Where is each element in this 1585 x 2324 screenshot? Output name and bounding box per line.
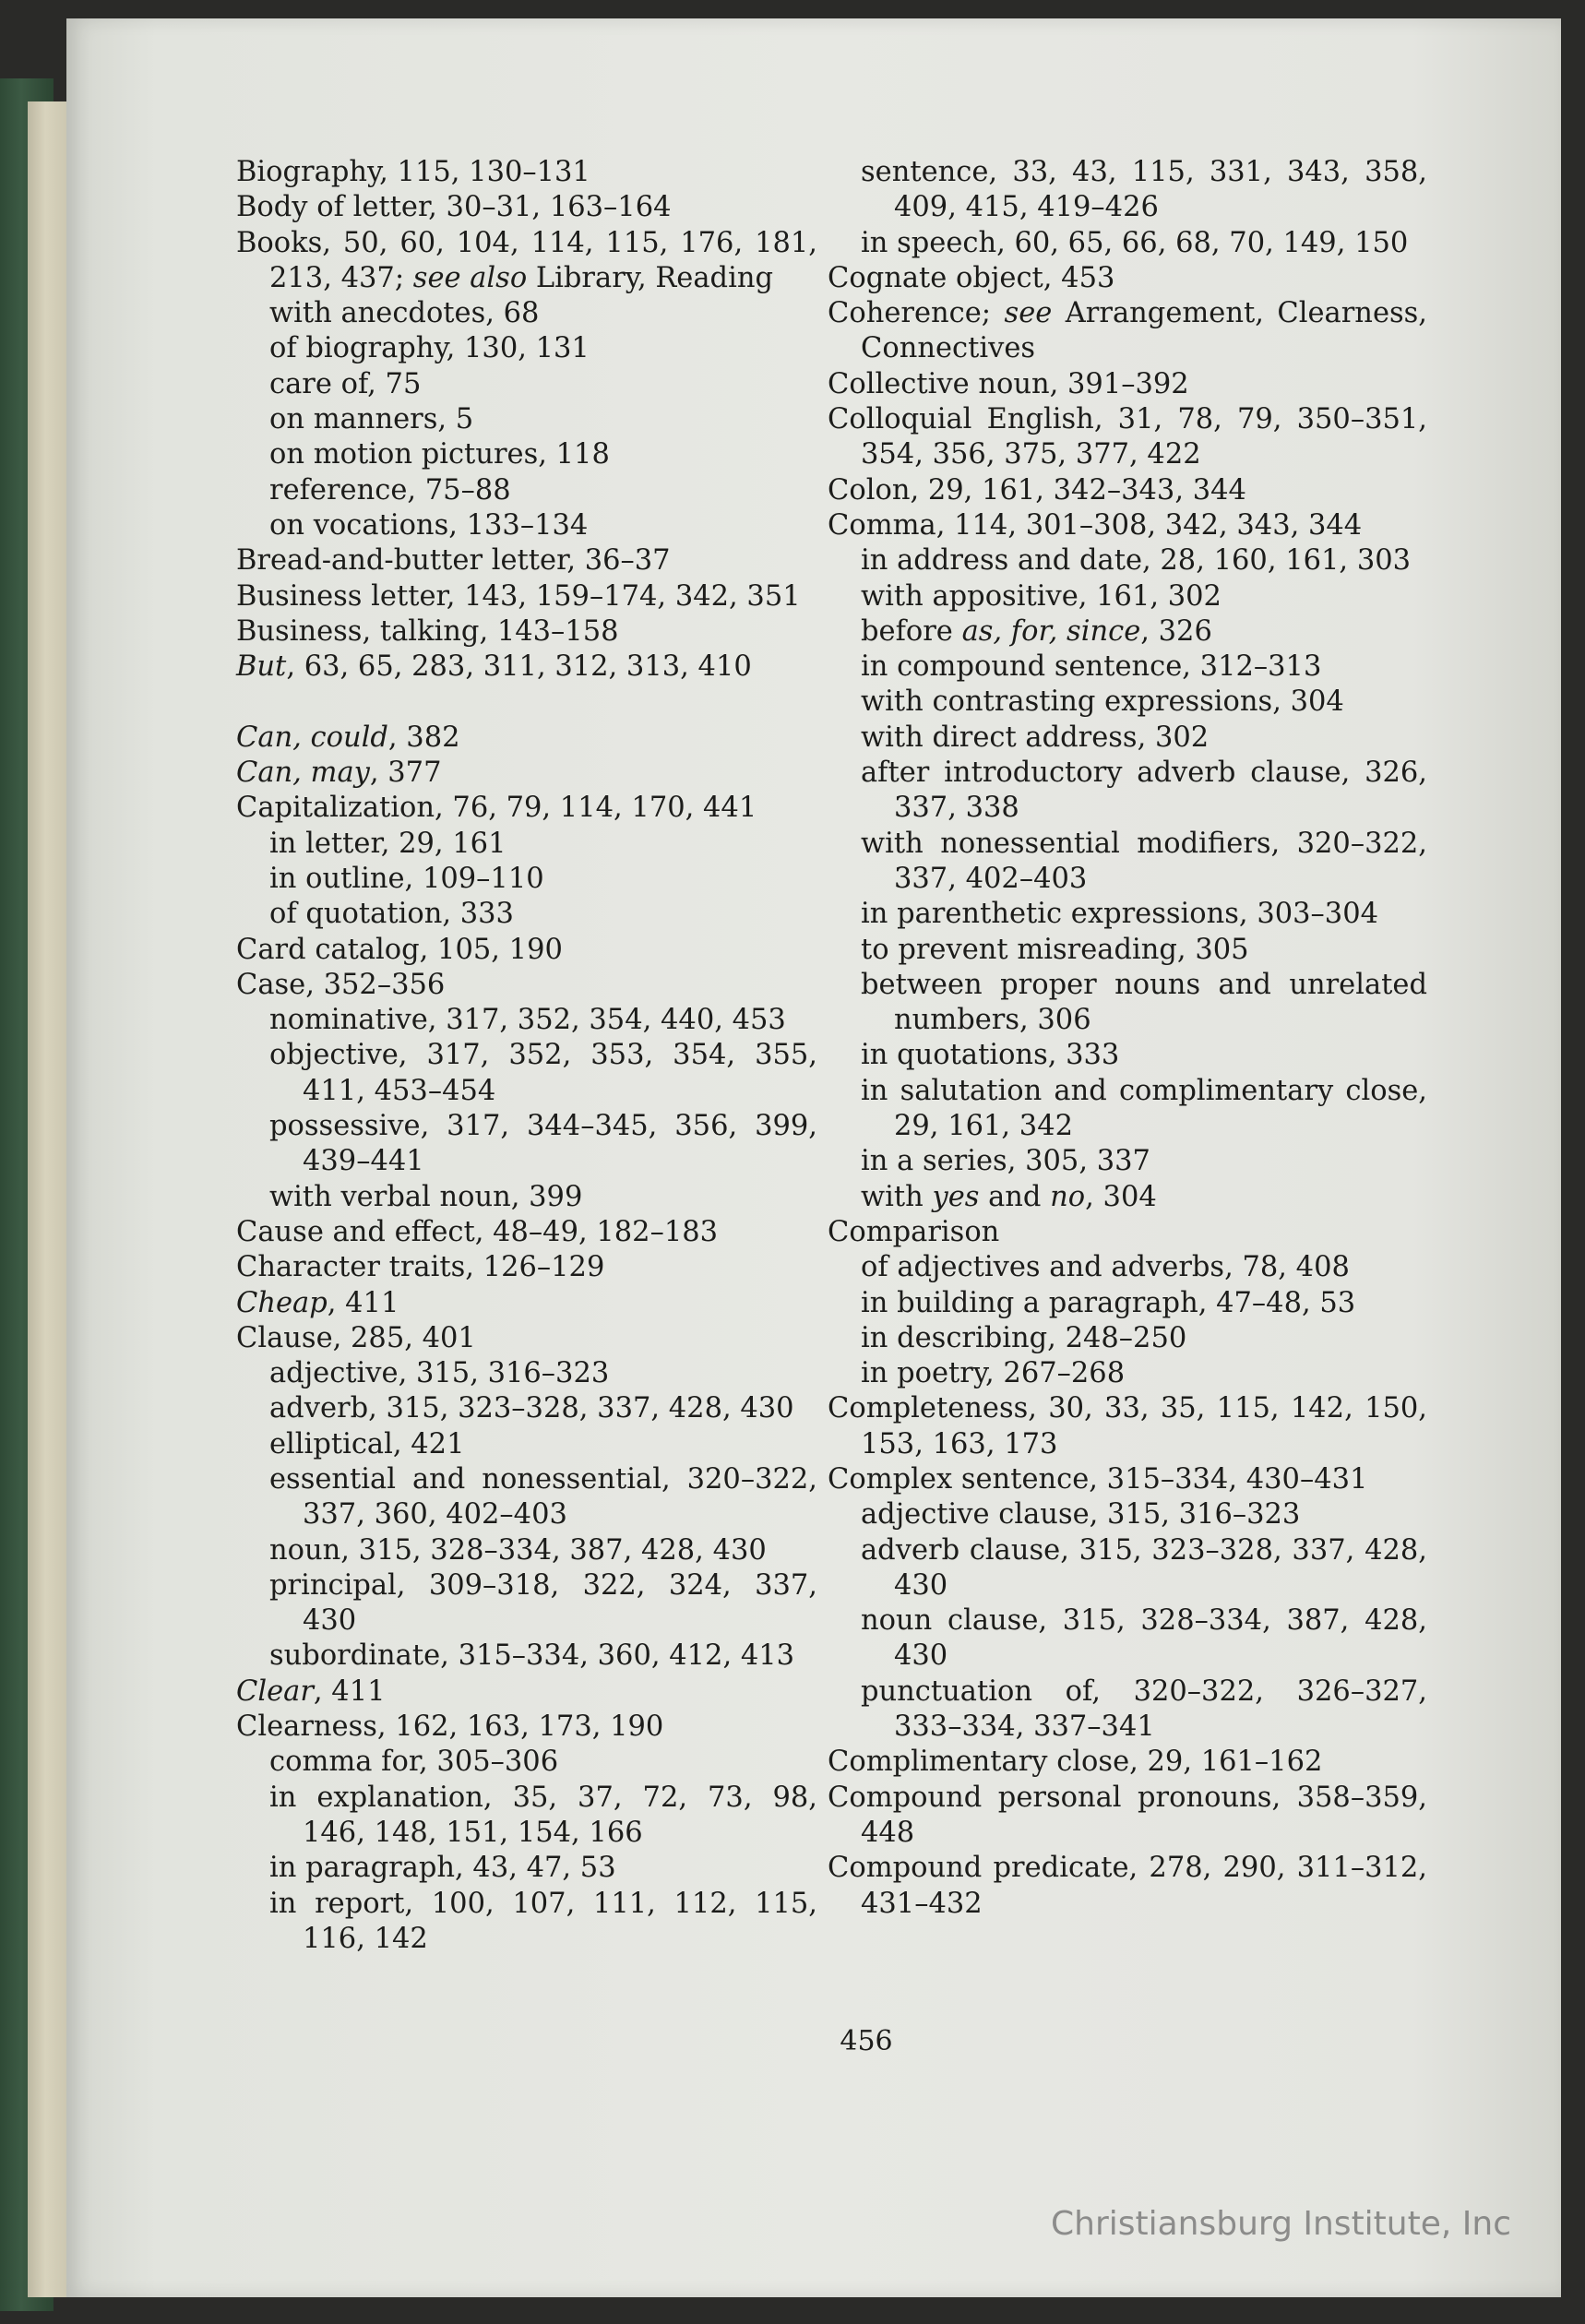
entry-text: Completeness, 30, 33, 35, 115, 142, 150, 153, 163, 173 xyxy=(828,1392,1427,1460)
index-subentry xyxy=(236,827,817,862)
index-subentry xyxy=(236,1639,817,1674)
entry-text: of adjectives and adverbs, 78, 408 xyxy=(861,1251,1350,1284)
entry-text: with appositive, 161, 302 xyxy=(861,579,1222,613)
entry-text: possessive, 317, 344–345, 356, 399, 439–441 xyxy=(269,1110,817,1178)
index-subentry xyxy=(236,331,817,366)
index-subentry xyxy=(828,1250,1427,1285)
entry-text: in address and date, 28, 160, 161, 303 xyxy=(861,544,1412,578)
index-entry xyxy=(236,1321,817,1356)
entry-text: Compound personal pronouns, 358–359, 448 xyxy=(828,1781,1427,1849)
index-subentry xyxy=(828,968,1427,1039)
entry-text: Cognate object, 453 xyxy=(828,261,1115,294)
index-entry xyxy=(236,190,817,225)
entry-text: before xyxy=(861,614,962,648)
entry-text: Character traits, 126–129 xyxy=(236,1251,605,1284)
entry-text: with nonessential modifiers, 320–322, 337, 402–403 xyxy=(861,827,1427,895)
entry-text: and xyxy=(979,1180,1051,1213)
entry-text: Clear xyxy=(236,1674,314,1708)
entry-text: in report, 100, 107, 111, 112, 115, 116, 142 xyxy=(269,1887,817,1955)
index-subentry xyxy=(828,1533,1427,1604)
entry-text: with direct address, 302 xyxy=(861,721,1210,754)
entry-text: to prevent misreading, 305 xyxy=(861,933,1249,966)
entry-text: in compound sentence, 312–313 xyxy=(861,650,1322,684)
index-entry xyxy=(236,1215,817,1250)
index-entry xyxy=(828,1745,1427,1780)
entry-text: Library, Reading xyxy=(527,261,773,294)
index-subentry xyxy=(236,367,817,402)
entry-text: with contrasting expressions, 304 xyxy=(861,685,1344,719)
index-subentry xyxy=(828,897,1427,932)
index-entry xyxy=(828,402,1427,473)
entry-text: Collective noun, 391–392 xyxy=(828,367,1189,400)
entry-text: , 377 xyxy=(369,757,442,790)
entry-text: adverb clause, 315, 323–328, 337, 428, 430 xyxy=(861,1533,1427,1602)
entry-text: , 382 xyxy=(387,721,460,754)
index-subentry xyxy=(828,650,1427,685)
index-subentry xyxy=(236,1038,817,1109)
index-entry xyxy=(236,226,817,297)
entry-text: Bread-and-butter letter, 36–37 xyxy=(236,544,671,578)
index-subentry xyxy=(828,1074,1427,1145)
entry-text: on manners, 5 xyxy=(269,403,474,436)
entry-text: in parenthetic expressions, 303–304 xyxy=(861,898,1379,931)
entry-text: of quotation, 333 xyxy=(269,898,514,931)
entry-text: Can, could xyxy=(236,721,388,754)
index-subentry xyxy=(828,933,1427,968)
page-edges xyxy=(28,101,72,2297)
index-subentry xyxy=(236,1781,817,1852)
index-subentry xyxy=(236,1109,817,1180)
entry-text: noun, 315, 328–334, 387, 428, 430 xyxy=(269,1533,767,1567)
entry-text: Body of letter, 30–31, 163–164 xyxy=(236,191,672,224)
entry-text: in building a paragraph, 47–48, 53 xyxy=(861,1286,1356,1319)
index-entry xyxy=(828,473,1427,508)
entry-text: Coherence; xyxy=(828,297,1005,330)
entry-text: Complex sentence, 315–334, 430–431 xyxy=(828,1462,1368,1496)
entry-text: comma for, 305–306 xyxy=(269,1746,559,1779)
index-subentry xyxy=(236,1887,817,1958)
entry-text: Cause and effect, 48–49, 182–183 xyxy=(236,1215,719,1248)
entry-text: Clause, 285, 401 xyxy=(236,1321,476,1354)
index-subentry xyxy=(236,1391,817,1426)
index-subentry xyxy=(828,1356,1427,1391)
entry-text: adverb, 315, 323–328, 337, 428, 430 xyxy=(269,1392,794,1425)
index-column-right xyxy=(828,155,1427,1922)
index-subentry xyxy=(236,1427,817,1462)
index-subentry xyxy=(236,1180,817,1215)
index-subentry xyxy=(828,226,1427,261)
index-subentry xyxy=(236,1851,817,1886)
entry-text: with xyxy=(861,1180,933,1213)
entry-text: subordinate, 315–334, 360, 412, 413 xyxy=(269,1639,795,1673)
index-subentry xyxy=(828,1603,1427,1674)
entry-text: Capitalization, 76, 79, 114, 170, 441 xyxy=(236,792,757,825)
index-entry xyxy=(236,721,817,756)
entry-text: Business, talking, 143–158 xyxy=(236,614,619,648)
entry-text: Cheap xyxy=(236,1286,328,1319)
index-entry xyxy=(236,650,817,685)
entry-text: Colloquial English, 31, 78, 79, 350–351, 354, 356, 375, 377, 422 xyxy=(828,403,1427,471)
index-subentry xyxy=(236,1568,817,1639)
entry-text: in paragraph, 43, 47, 53 xyxy=(269,1852,616,1885)
entry-text: in describing, 248–250 xyxy=(861,1321,1187,1354)
entry-text: nominative, 317, 352, 354, 440, 453 xyxy=(269,1004,786,1037)
index-entry xyxy=(236,1710,817,1745)
entry-text: on motion pictures, 118 xyxy=(269,438,610,471)
entry-text: Card catalog, 105, 190 xyxy=(236,933,563,966)
entry-text: Compound predicate, 278, 290, 311–312, 431–432 xyxy=(828,1852,1427,1920)
entry-text: in explanation, 35, 37, 72, 73, 98, 146, 148, 151, 154, 166 xyxy=(269,1781,817,1849)
entry-text: yes xyxy=(932,1180,980,1213)
entry-text: with anecdotes, 68 xyxy=(269,297,540,330)
entry-text: no xyxy=(1050,1180,1086,1213)
index-entry xyxy=(828,1215,1427,1250)
entry-text: objective, 317, 352, 353, 354, 355, 411, 453–454 xyxy=(269,1039,817,1107)
index-entry xyxy=(828,1391,1427,1462)
entry-text: , 411 xyxy=(313,1674,386,1708)
entry-text: in quotations, 333 xyxy=(861,1039,1120,1072)
entry-text: , 411 xyxy=(327,1286,399,1319)
index-entry xyxy=(236,756,817,791)
entry-text: on vocations, 133–134 xyxy=(269,508,589,542)
entry-text: Books, 50, 60, 104, 114, 115, 176, 181, 213, 437; xyxy=(236,226,817,294)
entry-text: elliptical, 421 xyxy=(269,1427,465,1460)
index-entry xyxy=(828,296,1427,367)
index-subentry xyxy=(828,155,1427,226)
entry-text: see xyxy=(1004,297,1053,330)
index-subentry xyxy=(236,508,817,543)
entry-text: Biography, 115, 130–131 xyxy=(236,156,590,188)
entry-text: in outline, 109–110 xyxy=(269,862,544,895)
index-spacer xyxy=(236,685,817,720)
entry-text: Clearness, 162, 163, 173, 190 xyxy=(236,1710,664,1744)
index-entry xyxy=(828,1462,1427,1497)
index-subentry xyxy=(828,1180,1427,1215)
entry-text: Case, 352–356 xyxy=(236,968,446,1001)
entry-text: adjective, 315, 316–323 xyxy=(269,1357,610,1390)
entry-text: Comparison xyxy=(828,1215,1000,1248)
index-entry xyxy=(236,933,817,968)
entry-text: between proper nouns and unrelated numbers, 306 xyxy=(861,968,1427,1037)
page-number: 456 xyxy=(840,2025,893,2057)
index-entry xyxy=(828,1851,1427,1922)
index-entry xyxy=(828,261,1427,296)
index-subentry xyxy=(236,296,817,331)
index-subentry xyxy=(828,579,1427,614)
entry-text: But xyxy=(236,650,287,684)
index-entry xyxy=(236,968,817,1003)
entry-text: care of, 75 xyxy=(269,367,422,400)
entry-text: with verbal noun, 399 xyxy=(269,1180,583,1213)
index-subentry xyxy=(236,1356,817,1391)
entry-text: noun clause, 315, 328–334, 387, 428, 430 xyxy=(861,1604,1427,1673)
index-subentry xyxy=(236,402,817,437)
entry-text: Comma, 114, 301–308, 342, 343, 344 xyxy=(828,508,1363,542)
index-subentry xyxy=(828,1144,1427,1179)
index-subentry xyxy=(828,827,1427,898)
index-subentry xyxy=(828,1497,1427,1532)
entry-text: Colon, 29, 161, 342–343, 344 xyxy=(828,473,1246,507)
entry-text: , 326 xyxy=(1140,614,1212,648)
index-subentry xyxy=(828,1674,1427,1746)
entry-text: essential and nonessential, 320–322, 337, 360, 402–403 xyxy=(269,1462,817,1531)
entry-text: after introductory adverb clause, 326, 337, 338 xyxy=(861,757,1427,825)
index-entry xyxy=(236,1250,817,1285)
index-subentry xyxy=(236,862,817,897)
index-entry xyxy=(828,1781,1427,1852)
index-subentry xyxy=(236,1533,817,1568)
entry-text: in speech, 60, 65, 66, 68, 70, 149, 150 xyxy=(861,226,1409,259)
index-subentry xyxy=(828,543,1427,578)
entry-text: , 63, 65, 283, 311, 312, 313, 410 xyxy=(286,650,752,684)
entry-text: Business letter, 143, 159–174, 342, 351 xyxy=(236,579,801,613)
entry-text: in a series, 305, 337 xyxy=(861,1145,1150,1178)
entry-text: Can, may xyxy=(236,757,370,790)
index-subentry xyxy=(828,685,1427,720)
index-entry xyxy=(828,367,1427,402)
entry-text: adjective clause, 315, 316–323 xyxy=(861,1498,1301,1531)
entry-text: , 304 xyxy=(1085,1180,1157,1213)
entry-text: see also xyxy=(412,261,528,294)
index-entry xyxy=(236,579,817,614)
index-subentry xyxy=(236,1745,817,1780)
index-subentry xyxy=(236,1462,817,1533)
entry-text: of biography, 130, 131 xyxy=(269,332,590,365)
index-entry xyxy=(236,791,817,826)
index-subentry xyxy=(236,437,817,472)
entry-text: Complimentary close, 29, 161–162 xyxy=(828,1746,1323,1779)
index-entry xyxy=(236,543,817,578)
index-subentry xyxy=(236,897,817,932)
index-subentry xyxy=(236,1003,817,1038)
entry-text: reference, 75–88 xyxy=(269,473,511,507)
entry-text: Arrangement, Clearness, Connectives xyxy=(861,297,1427,365)
entry-text: sentence, 33, 43, 115, 331, 343, 358, 409, 415, 419–426 xyxy=(861,156,1427,224)
index-entry xyxy=(828,508,1427,543)
index-entry xyxy=(236,1286,817,1321)
index-entry xyxy=(236,155,817,190)
index-entry xyxy=(236,614,817,650)
entry-text: in poetry, 267–268 xyxy=(861,1357,1126,1390)
index-subentry xyxy=(828,614,1427,650)
watermark: Christiansburg Institute, Inc xyxy=(1050,2205,1511,2243)
index-subentry xyxy=(828,756,1427,827)
entry-text: punctuation of, 320–322, 326–327, 333–334, 337–341 xyxy=(861,1674,1427,1744)
index-subentry xyxy=(828,1286,1427,1321)
index-subentry xyxy=(828,721,1427,756)
index-subentry xyxy=(828,1038,1427,1073)
index-entry xyxy=(236,1674,817,1710)
index-column-left xyxy=(236,155,817,1957)
entry-text: as, for, since xyxy=(961,614,1141,648)
entry-text: principal, 309–318, 322, 324, 337, 430 xyxy=(269,1568,817,1638)
entry-text: in letter, 29, 161 xyxy=(269,827,506,860)
entry-text: in salutation and complimentary close, 29, 161, 342 xyxy=(861,1074,1427,1143)
index-subentry xyxy=(236,473,817,508)
index-subentry xyxy=(828,1321,1427,1356)
